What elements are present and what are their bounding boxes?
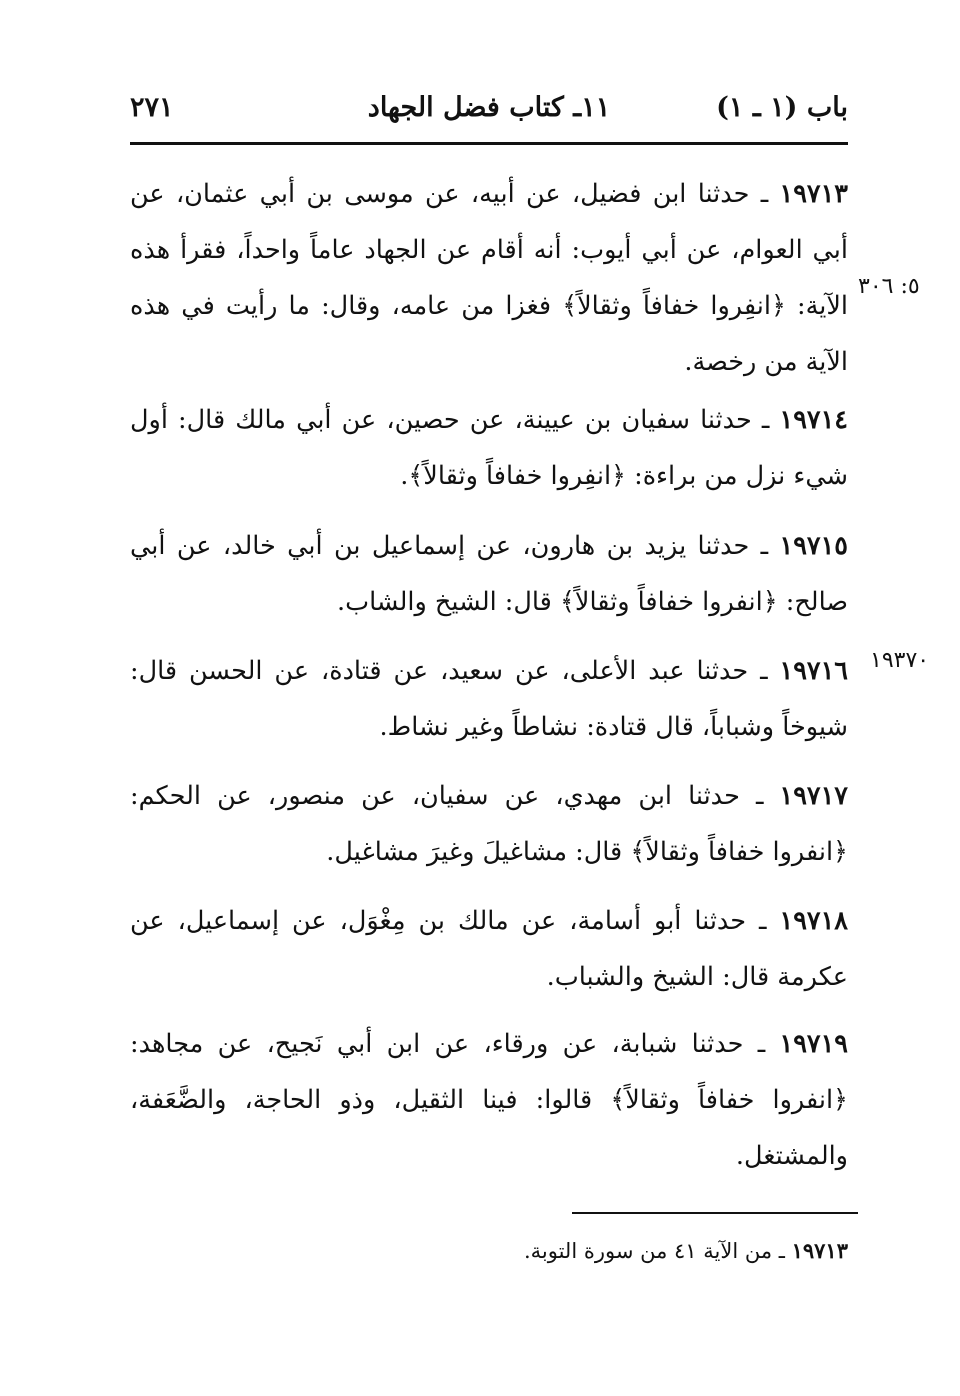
hadith-text: ـ حدثنا أبو أسامة، عن مالك بن مِغْوَل، عن إسماعيل، عن عكرمة قال: الشيخ والشباب.: [130, 906, 848, 992]
hadith-text: ـ حدثنا ابن مهدي، عن سفيان، عن منصور، عن الحكم: ﴿انفروا خفافاً وثقالاً﴾ قال: مشاغيلَ وغيرَ مشاغيل.: [130, 781, 848, 867]
hadith-number: ١٩٧١٤: [779, 405, 848, 435]
hadith-19717: [130, 768, 848, 880]
footnote-number: ١٩٧١٣: [791, 1238, 848, 1263]
hadith-19715: [130, 518, 848, 630]
hadith-number: ١٩٧١٣: [779, 179, 848, 209]
hadith-19714: [130, 392, 848, 504]
footnote: [524, 1238, 848, 1263]
hadith-text: ـ حدثنا ابن فضيل، عن أبيه، عن موسى بن أبي عثمان، عن أبي العوام، عن أبي أيوب: أنه أقام عن الجهاد عاماً واحداً، فقرأ هذه الآية: ﴿انفِروا خفافاً وثقالاً﴾ فغزا من عامه، وقال: ما رأيت في هذه الآية من رخصة.: [130, 179, 848, 377]
footnote-text: ـ من الآية ٤١ من سورة التوبة.: [523, 1239, 792, 1263]
hadith-number: ١٩٧١٨: [779, 906, 848, 936]
header-divider: [130, 142, 848, 145]
page-number: ٢٧١: [130, 92, 174, 123]
hadith-number: ١٩٧١٩: [779, 1029, 848, 1059]
hadith-text: ـ حدثنا سفيان بن عيينة، عن حصين، عن أبي مالك قال: أول شيء نزل من براءة: ﴿انفِروا خفافاً وثقالاً﴾.: [130, 405, 848, 491]
hadith-text: ـ حدثنا يزيد بن هارون، عن إسماعيل بن أبي خالد، عن أبي صالح: ﴿انفروا خفافاً وثقالاً﴾ قال: الشيخ والشاب.: [130, 531, 848, 617]
hadith-19718: [130, 893, 848, 1005]
hadith-19713: [130, 166, 848, 390]
chapter-label: باب (١ ـ ١): [716, 92, 848, 123]
book-title: ١١ـ كتاب فضل الجهاد: [367, 92, 611, 123]
hadith-number: ١٩٧١٥: [779, 531, 848, 561]
hadith-text: ـ حدثنا شبابة، عن ورقاء، عن ابن أبي نَجيح، عن مجاهد: ﴿انفروا خفافاً وثقالاً﴾ قالوا: فينا الثقيل، وذو الحاجة، والضَّعَفة، والمشتغل.: [130, 1029, 848, 1171]
margin-cross-reference: ٥: ٣٠٦: [858, 274, 920, 299]
hadith-19716: [130, 643, 848, 755]
margin-hadith-reference: ١٩٣٧٠: [870, 648, 930, 673]
hadith-number: ١٩٧١٧: [779, 781, 848, 811]
hadith-text: ـ حدثنا عبد الأعلى، عن سعيد، عن قتادة، عن الحسن قال: شيوخاً وشباباً، قال قتادة: نشاطاً وغير نشاط.: [130, 656, 848, 742]
running-header: [130, 88, 848, 138]
footnote-divider: [572, 1212, 858, 1214]
hadith-19719: [130, 1016, 848, 1184]
hadith-number: ١٩٧١٦: [779, 656, 848, 686]
